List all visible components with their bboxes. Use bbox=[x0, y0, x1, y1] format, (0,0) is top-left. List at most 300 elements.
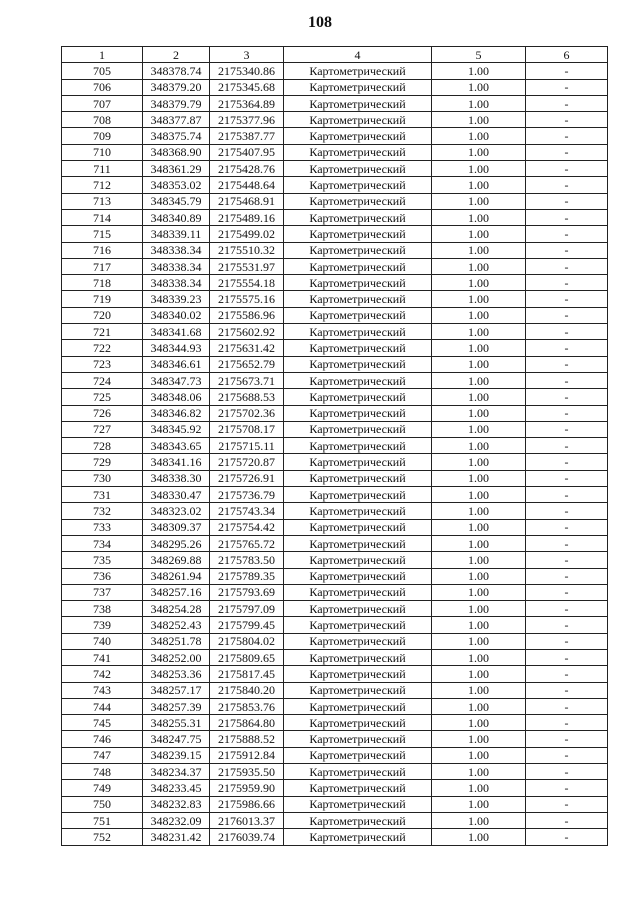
accuracy-cell: 1.00 bbox=[432, 584, 526, 600]
table-row bbox=[62, 372, 608, 388]
point-number-cell: 740 bbox=[62, 633, 143, 649]
y-coordinate-cell: 2175789.35 bbox=[210, 568, 284, 584]
x-coordinate-cell: 348257.17 bbox=[143, 682, 210, 698]
x-coordinate-cell: 348338.34 bbox=[143, 258, 210, 274]
note-cell: - bbox=[526, 356, 608, 372]
x-coordinate-cell: 348253.36 bbox=[143, 666, 210, 682]
table-row bbox=[62, 193, 608, 209]
method-cell: Картометрический bbox=[284, 682, 432, 698]
table-row bbox=[62, 812, 608, 828]
method-cell: Картометрический bbox=[284, 275, 432, 291]
method-cell: Картометрический bbox=[284, 715, 432, 731]
x-coordinate-cell: 348346.82 bbox=[143, 405, 210, 421]
accuracy-cell: 1.00 bbox=[432, 389, 526, 405]
accuracy-cell: 1.00 bbox=[432, 307, 526, 323]
y-coordinate-cell: 2175817.45 bbox=[210, 666, 284, 682]
note-cell: - bbox=[526, 584, 608, 600]
method-cell: Картометрический bbox=[284, 372, 432, 388]
x-coordinate-cell: 348361.29 bbox=[143, 161, 210, 177]
method-cell: Картометрический bbox=[284, 552, 432, 568]
note-cell: - bbox=[526, 405, 608, 421]
note-cell: - bbox=[526, 193, 608, 209]
accuracy-cell: 1.00 bbox=[432, 764, 526, 780]
y-coordinate-cell: 2175407.95 bbox=[210, 144, 284, 160]
accuracy-cell: 1.00 bbox=[432, 780, 526, 796]
point-number-cell: 748 bbox=[62, 764, 143, 780]
table-body bbox=[62, 63, 608, 845]
column-header-3: 3 bbox=[210, 47, 284, 63]
table-row bbox=[62, 258, 608, 274]
accuracy-cell: 1.00 bbox=[432, 421, 526, 437]
note-cell: - bbox=[526, 715, 608, 731]
method-cell: Картометрический bbox=[284, 649, 432, 665]
note-cell: - bbox=[526, 144, 608, 160]
method-cell: Картометрический bbox=[284, 291, 432, 307]
point-number-cell: 726 bbox=[62, 405, 143, 421]
method-cell: Картометрический bbox=[284, 307, 432, 323]
accuracy-cell: 1.00 bbox=[432, 372, 526, 388]
note-cell: - bbox=[526, 747, 608, 763]
table-row bbox=[62, 829, 608, 845]
note-cell: - bbox=[526, 780, 608, 796]
table-header bbox=[62, 47, 608, 63]
table-row bbox=[62, 307, 608, 323]
note-cell: - bbox=[526, 128, 608, 144]
note-cell: - bbox=[526, 470, 608, 486]
table-row bbox=[62, 584, 608, 600]
y-coordinate-cell: 2175736.79 bbox=[210, 487, 284, 503]
accuracy-cell: 1.00 bbox=[432, 829, 526, 845]
y-coordinate-cell: 2175673.71 bbox=[210, 372, 284, 388]
point-number-cell: 736 bbox=[62, 568, 143, 584]
y-coordinate-cell: 2175840.20 bbox=[210, 682, 284, 698]
column-header-1: 1 bbox=[62, 47, 143, 63]
point-number-cell: 731 bbox=[62, 487, 143, 503]
point-number-cell: 746 bbox=[62, 731, 143, 747]
accuracy-cell: 1.00 bbox=[432, 63, 526, 79]
y-coordinate-cell: 2175499.02 bbox=[210, 226, 284, 242]
method-cell: Картометрический bbox=[284, 79, 432, 95]
point-number-cell: 706 bbox=[62, 79, 143, 95]
y-coordinate-cell: 2175793.69 bbox=[210, 584, 284, 600]
x-coordinate-cell: 348330.47 bbox=[143, 487, 210, 503]
note-cell: - bbox=[526, 372, 608, 388]
x-coordinate-cell: 348346.61 bbox=[143, 356, 210, 372]
accuracy-cell: 1.00 bbox=[432, 666, 526, 682]
y-coordinate-cell: 2175387.77 bbox=[210, 128, 284, 144]
method-cell: Картометрический bbox=[284, 535, 432, 551]
note-cell: - bbox=[526, 258, 608, 274]
point-number-cell: 743 bbox=[62, 682, 143, 698]
x-coordinate-cell: 348252.00 bbox=[143, 649, 210, 665]
point-number-cell: 723 bbox=[62, 356, 143, 372]
x-coordinate-cell: 348239.15 bbox=[143, 747, 210, 763]
point-number-cell: 738 bbox=[62, 601, 143, 617]
y-coordinate-cell: 2176039.74 bbox=[210, 829, 284, 845]
x-coordinate-cell: 348233.45 bbox=[143, 780, 210, 796]
point-number-cell: 750 bbox=[62, 796, 143, 812]
method-cell: Картометрический bbox=[284, 128, 432, 144]
coordinates-table bbox=[61, 46, 608, 846]
x-coordinate-cell: 348343.65 bbox=[143, 438, 210, 454]
point-number-cell: 714 bbox=[62, 209, 143, 225]
note-cell: - bbox=[526, 79, 608, 95]
accuracy-cell: 1.00 bbox=[432, 649, 526, 665]
x-coordinate-cell: 348261.94 bbox=[143, 568, 210, 584]
table-row bbox=[62, 698, 608, 714]
y-coordinate-cell: 2175602.92 bbox=[210, 324, 284, 340]
accuracy-cell: 1.00 bbox=[432, 682, 526, 698]
table-row bbox=[62, 405, 608, 421]
table-row bbox=[62, 112, 608, 128]
method-cell: Картометрический bbox=[284, 421, 432, 437]
table-row bbox=[62, 552, 608, 568]
method-cell: Картометрический bbox=[284, 487, 432, 503]
x-coordinate-cell: 348379.79 bbox=[143, 95, 210, 111]
table-row bbox=[62, 568, 608, 584]
table-row bbox=[62, 128, 608, 144]
y-coordinate-cell: 2175554.18 bbox=[210, 275, 284, 291]
y-coordinate-cell: 2175853.76 bbox=[210, 698, 284, 714]
accuracy-cell: 1.00 bbox=[432, 79, 526, 95]
note-cell: - bbox=[526, 324, 608, 340]
x-coordinate-cell: 348231.42 bbox=[143, 829, 210, 845]
note-cell: - bbox=[526, 112, 608, 128]
x-coordinate-cell: 348348.06 bbox=[143, 389, 210, 405]
x-coordinate-cell: 348252.43 bbox=[143, 617, 210, 633]
point-number-cell: 742 bbox=[62, 666, 143, 682]
accuracy-cell: 1.00 bbox=[432, 405, 526, 421]
x-coordinate-cell: 348379.20 bbox=[143, 79, 210, 95]
method-cell: Картометрический bbox=[284, 633, 432, 649]
note-cell: - bbox=[526, 617, 608, 633]
note-cell: - bbox=[526, 389, 608, 405]
x-coordinate-cell: 348257.16 bbox=[143, 584, 210, 600]
note-cell: - bbox=[526, 812, 608, 828]
accuracy-cell: 1.00 bbox=[432, 487, 526, 503]
x-coordinate-cell: 348295.26 bbox=[143, 535, 210, 551]
note-cell: - bbox=[526, 454, 608, 470]
x-coordinate-cell: 348247.75 bbox=[143, 731, 210, 747]
accuracy-cell: 1.00 bbox=[432, 715, 526, 731]
y-coordinate-cell: 2175809.65 bbox=[210, 649, 284, 665]
note-cell: - bbox=[526, 764, 608, 780]
accuracy-cell: 1.00 bbox=[432, 747, 526, 763]
accuracy-cell: 1.00 bbox=[432, 601, 526, 617]
x-coordinate-cell: 348341.68 bbox=[143, 324, 210, 340]
accuracy-cell: 1.00 bbox=[432, 438, 526, 454]
point-number-cell: 725 bbox=[62, 389, 143, 405]
method-cell: Картометрический bbox=[284, 584, 432, 600]
point-number-cell: 715 bbox=[62, 226, 143, 242]
column-header-4: 4 bbox=[284, 47, 432, 63]
x-coordinate-cell: 348345.92 bbox=[143, 421, 210, 437]
y-coordinate-cell: 2175631.42 bbox=[210, 340, 284, 356]
note-cell: - bbox=[526, 161, 608, 177]
method-cell: Картометрический bbox=[284, 503, 432, 519]
accuracy-cell: 1.00 bbox=[432, 633, 526, 649]
table-row bbox=[62, 95, 608, 111]
note-cell: - bbox=[526, 95, 608, 111]
table-row bbox=[62, 503, 608, 519]
table-row bbox=[62, 666, 608, 682]
y-coordinate-cell: 2175531.97 bbox=[210, 258, 284, 274]
x-coordinate-cell: 348251.78 bbox=[143, 633, 210, 649]
method-cell: Картометрический bbox=[284, 812, 432, 828]
method-cell: Картометрический bbox=[284, 454, 432, 470]
accuracy-cell: 1.00 bbox=[432, 568, 526, 584]
method-cell: Картометрический bbox=[284, 438, 432, 454]
y-coordinate-cell: 2175448.64 bbox=[210, 177, 284, 193]
table-row bbox=[62, 731, 608, 747]
table-row bbox=[62, 226, 608, 242]
point-number-cell: 734 bbox=[62, 535, 143, 551]
method-cell: Картометрический bbox=[284, 601, 432, 617]
method-cell: Картометрический bbox=[284, 193, 432, 209]
point-number-cell: 741 bbox=[62, 649, 143, 665]
y-coordinate-cell: 2175754.42 bbox=[210, 519, 284, 535]
point-number-cell: 705 bbox=[62, 63, 143, 79]
accuracy-cell: 1.00 bbox=[432, 161, 526, 177]
x-coordinate-cell: 348353.02 bbox=[143, 177, 210, 193]
method-cell: Картометрический bbox=[284, 144, 432, 160]
y-coordinate-cell: 2176013.37 bbox=[210, 812, 284, 828]
table-row bbox=[62, 780, 608, 796]
x-coordinate-cell: 348344.93 bbox=[143, 340, 210, 356]
x-coordinate-cell: 348338.30 bbox=[143, 470, 210, 486]
method-cell: Картометрический bbox=[284, 731, 432, 747]
note-cell: - bbox=[526, 601, 608, 617]
method-cell: Картометрический bbox=[284, 780, 432, 796]
y-coordinate-cell: 2175799.45 bbox=[210, 617, 284, 633]
method-cell: Картометрический bbox=[284, 242, 432, 258]
method-cell: Картометрический bbox=[284, 519, 432, 535]
x-coordinate-cell: 348341.16 bbox=[143, 454, 210, 470]
table-row bbox=[62, 633, 608, 649]
x-coordinate-cell: 348309.37 bbox=[143, 519, 210, 535]
note-cell: - bbox=[526, 666, 608, 682]
point-number-cell: 716 bbox=[62, 242, 143, 258]
point-number-cell: 710 bbox=[62, 144, 143, 160]
accuracy-cell: 1.00 bbox=[432, 112, 526, 128]
note-cell: - bbox=[526, 829, 608, 845]
y-coordinate-cell: 2175468.91 bbox=[210, 193, 284, 209]
note-cell: - bbox=[526, 731, 608, 747]
note-cell: - bbox=[526, 503, 608, 519]
x-coordinate-cell: 348368.90 bbox=[143, 144, 210, 160]
note-cell: - bbox=[526, 209, 608, 225]
accuracy-cell: 1.00 bbox=[432, 95, 526, 111]
y-coordinate-cell: 2175489.16 bbox=[210, 209, 284, 225]
note-cell: - bbox=[526, 535, 608, 551]
point-number-cell: 729 bbox=[62, 454, 143, 470]
method-cell: Картометрический bbox=[284, 209, 432, 225]
y-coordinate-cell: 2175510.32 bbox=[210, 242, 284, 258]
point-number-cell: 721 bbox=[62, 324, 143, 340]
y-coordinate-cell: 2175708.17 bbox=[210, 421, 284, 437]
table-row bbox=[62, 324, 608, 340]
x-coordinate-cell: 348232.83 bbox=[143, 796, 210, 812]
method-cell: Картометрический bbox=[284, 226, 432, 242]
y-coordinate-cell: 2175377.96 bbox=[210, 112, 284, 128]
table-row bbox=[62, 715, 608, 731]
point-number-cell: 745 bbox=[62, 715, 143, 731]
accuracy-cell: 1.00 bbox=[432, 242, 526, 258]
note-cell: - bbox=[526, 340, 608, 356]
accuracy-cell: 1.00 bbox=[432, 209, 526, 225]
point-number-cell: 749 bbox=[62, 780, 143, 796]
method-cell: Картометрический bbox=[284, 95, 432, 111]
y-coordinate-cell: 2175743.34 bbox=[210, 503, 284, 519]
method-cell: Картометрический bbox=[284, 177, 432, 193]
note-cell: - bbox=[526, 63, 608, 79]
method-cell: Картометрический bbox=[284, 617, 432, 633]
table-row bbox=[62, 356, 608, 372]
accuracy-cell: 1.00 bbox=[432, 535, 526, 551]
y-coordinate-cell: 2175702.36 bbox=[210, 405, 284, 421]
point-number-cell: 747 bbox=[62, 747, 143, 763]
method-cell: Картометрический bbox=[284, 405, 432, 421]
accuracy-cell: 1.00 bbox=[432, 617, 526, 633]
note-cell: - bbox=[526, 487, 608, 503]
point-number-cell: 718 bbox=[62, 275, 143, 291]
note-cell: - bbox=[526, 698, 608, 714]
accuracy-cell: 1.00 bbox=[432, 324, 526, 340]
accuracy-cell: 1.00 bbox=[432, 258, 526, 274]
table-row bbox=[62, 617, 608, 633]
note-cell: - bbox=[526, 307, 608, 323]
column-header-2: 2 bbox=[143, 47, 210, 63]
accuracy-cell: 1.00 bbox=[432, 796, 526, 812]
y-coordinate-cell: 2175340.86 bbox=[210, 63, 284, 79]
method-cell: Картометрический bbox=[284, 161, 432, 177]
accuracy-cell: 1.00 bbox=[432, 470, 526, 486]
x-coordinate-cell: 348234.37 bbox=[143, 764, 210, 780]
y-coordinate-cell: 2175345.68 bbox=[210, 79, 284, 95]
x-coordinate-cell: 348340.02 bbox=[143, 307, 210, 323]
table-row bbox=[62, 242, 608, 258]
accuracy-cell: 1.00 bbox=[432, 454, 526, 470]
y-coordinate-cell: 2175688.53 bbox=[210, 389, 284, 405]
point-number-cell: 719 bbox=[62, 291, 143, 307]
point-number-cell: 752 bbox=[62, 829, 143, 845]
y-coordinate-cell: 2175935.50 bbox=[210, 764, 284, 780]
y-coordinate-cell: 2175804.02 bbox=[210, 633, 284, 649]
x-coordinate-cell: 348340.89 bbox=[143, 209, 210, 225]
accuracy-cell: 1.00 bbox=[432, 503, 526, 519]
note-cell: - bbox=[526, 568, 608, 584]
table-row bbox=[62, 487, 608, 503]
point-number-cell: 724 bbox=[62, 372, 143, 388]
accuracy-cell: 1.00 bbox=[432, 519, 526, 535]
accuracy-cell: 1.00 bbox=[432, 698, 526, 714]
accuracy-cell: 1.00 bbox=[432, 552, 526, 568]
method-cell: Картометрический bbox=[284, 568, 432, 584]
accuracy-cell: 1.00 bbox=[432, 226, 526, 242]
method-cell: Картометрический bbox=[284, 389, 432, 405]
accuracy-cell: 1.00 bbox=[432, 356, 526, 372]
note-cell: - bbox=[526, 682, 608, 698]
point-number-cell: 709 bbox=[62, 128, 143, 144]
point-number-cell: 733 bbox=[62, 519, 143, 535]
column-header-5: 5 bbox=[432, 47, 526, 63]
table-row bbox=[62, 470, 608, 486]
point-number-cell: 711 bbox=[62, 161, 143, 177]
point-number-cell: 717 bbox=[62, 258, 143, 274]
y-coordinate-cell: 2175959.90 bbox=[210, 780, 284, 796]
note-cell: - bbox=[526, 438, 608, 454]
y-coordinate-cell: 2175720.87 bbox=[210, 454, 284, 470]
note-cell: - bbox=[526, 291, 608, 307]
method-cell: Картометрический bbox=[284, 764, 432, 780]
x-coordinate-cell: 348257.39 bbox=[143, 698, 210, 714]
header-row bbox=[62, 47, 608, 63]
y-coordinate-cell: 2175586.96 bbox=[210, 307, 284, 323]
x-coordinate-cell: 348338.34 bbox=[143, 275, 210, 291]
x-coordinate-cell: 348254.28 bbox=[143, 601, 210, 617]
point-number-cell: 727 bbox=[62, 421, 143, 437]
point-number-cell: 739 bbox=[62, 617, 143, 633]
y-coordinate-cell: 2175912.84 bbox=[210, 747, 284, 763]
table-row bbox=[62, 63, 608, 79]
accuracy-cell: 1.00 bbox=[432, 193, 526, 209]
table-row bbox=[62, 519, 608, 535]
method-cell: Картометрический bbox=[284, 356, 432, 372]
table-row bbox=[62, 291, 608, 307]
y-coordinate-cell: 2175575.16 bbox=[210, 291, 284, 307]
method-cell: Картометрический bbox=[284, 698, 432, 714]
point-number-cell: 735 bbox=[62, 552, 143, 568]
x-coordinate-cell: 348339.11 bbox=[143, 226, 210, 242]
table-row bbox=[62, 764, 608, 780]
note-cell: - bbox=[526, 519, 608, 535]
method-cell: Картометрический bbox=[284, 796, 432, 812]
point-number-cell: 722 bbox=[62, 340, 143, 356]
x-coordinate-cell: 348269.88 bbox=[143, 552, 210, 568]
table-row bbox=[62, 79, 608, 95]
method-cell: Картометрический bbox=[284, 470, 432, 486]
x-coordinate-cell: 348323.02 bbox=[143, 503, 210, 519]
x-coordinate-cell: 348377.87 bbox=[143, 112, 210, 128]
method-cell: Картометрический bbox=[284, 258, 432, 274]
note-cell: - bbox=[526, 633, 608, 649]
x-coordinate-cell: 348338.34 bbox=[143, 242, 210, 258]
table-row bbox=[62, 601, 608, 617]
accuracy-cell: 1.00 bbox=[432, 812, 526, 828]
point-number-cell: 732 bbox=[62, 503, 143, 519]
method-cell: Картометрический bbox=[284, 666, 432, 682]
note-cell: - bbox=[526, 226, 608, 242]
table-row bbox=[62, 161, 608, 177]
table-row bbox=[62, 747, 608, 763]
y-coordinate-cell: 2175726.91 bbox=[210, 470, 284, 486]
table-row bbox=[62, 796, 608, 812]
note-cell: - bbox=[526, 552, 608, 568]
table-row bbox=[62, 438, 608, 454]
point-number-cell: 730 bbox=[62, 470, 143, 486]
y-coordinate-cell: 2175765.72 bbox=[210, 535, 284, 551]
accuracy-cell: 1.00 bbox=[432, 275, 526, 291]
table-row bbox=[62, 649, 608, 665]
point-number-cell: 728 bbox=[62, 438, 143, 454]
point-number-cell: 713 bbox=[62, 193, 143, 209]
y-coordinate-cell: 2175864.80 bbox=[210, 715, 284, 731]
point-number-cell: 751 bbox=[62, 812, 143, 828]
x-coordinate-cell: 348375.74 bbox=[143, 128, 210, 144]
table-row bbox=[62, 209, 608, 225]
point-number-cell: 707 bbox=[62, 95, 143, 111]
accuracy-cell: 1.00 bbox=[432, 177, 526, 193]
